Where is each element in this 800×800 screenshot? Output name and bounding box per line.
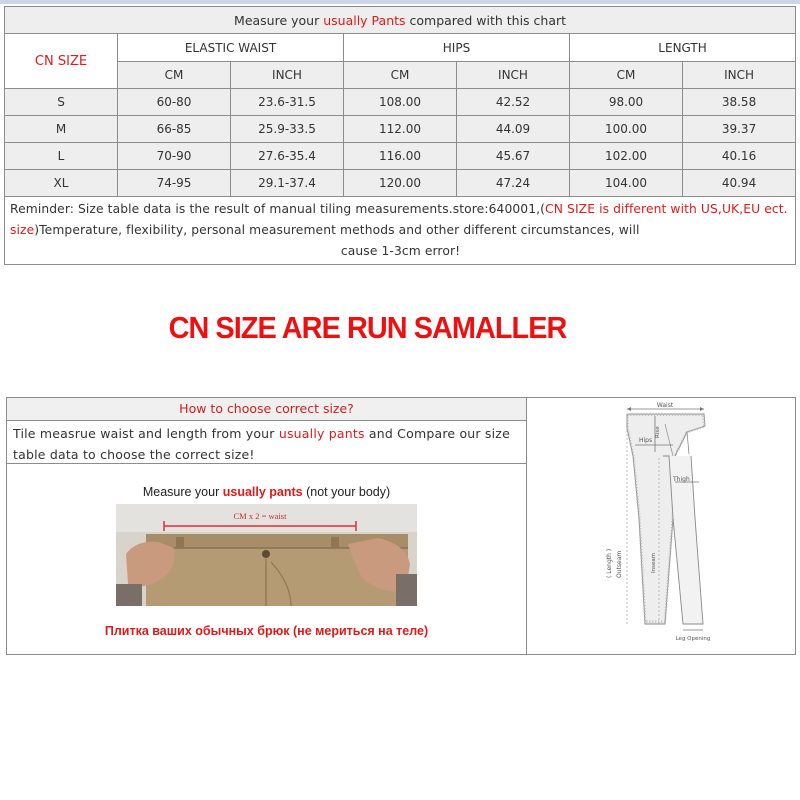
size-cell: M [5,116,118,143]
pants-photo-illustration [116,504,417,606]
cn-size-header: CN SIZE [5,34,118,89]
table-cell: 112.00 [344,116,457,143]
caption-text: Measure your [234,12,324,28]
table-cell: 120.00 [344,170,457,197]
reminder-text: Reminder: Size table data is the result of manual tiling measurements.store:640001,( [10,202,546,216]
inseam-label: Inseam [651,552,657,573]
table-row [5,116,796,143]
table-row [5,170,796,197]
table-cell: 38.58 [683,89,796,116]
table-cell: 23.6-31.5 [231,89,344,116]
reminder-text-2: )Temperature, flexibility, personal measurement methods and other different circumstances, will [34,223,640,237]
caption-text-end: compared with this chart [405,12,567,28]
hips-label: Hips [639,437,653,444]
pants-diagram-panel [527,398,795,654]
measure-caption [7,485,526,499]
table-cell: 42.52 [457,89,570,116]
guide-text-part: Tile measrue waist and length from your [13,426,279,441]
table-cell: 29.1-37.4 [231,170,344,197]
elastic-waist-header: ELASTIC WAIST [118,34,344,62]
table-cell: 27.6-35.4 [231,143,344,170]
table-cell: 116.00 [344,143,457,170]
size-guide-panel [6,397,796,655]
table-cell: 25.9-33.5 [231,116,344,143]
guide-text [7,421,526,464]
reminder-note [5,197,796,265]
top-border [0,0,800,4]
table-cell: 45.67 [457,143,570,170]
unit-header: CM [570,62,683,89]
table-cell: 70-90 [118,143,231,170]
guide-text-highlight: usually pants [278,426,365,441]
pants-measure-photo [116,504,417,606]
reminder-highlight: CN SIZE is different with US,UK,EU ect. size [10,202,788,237]
caption-highlight: usually Pants [323,12,406,28]
table-cell: 39.37 [683,116,796,143]
size-cell: L [5,143,118,170]
unit-header: CM [118,62,231,89]
hips-header: HIPS [344,34,570,62]
outseam-label: Outseam [616,550,623,578]
photo-label: CM x 2 = waist [233,511,287,521]
thigh-label: Thigh [673,476,690,483]
table-caption [5,7,796,34]
unit-header: INCH [231,62,344,89]
table-cell: 102.00 [570,143,683,170]
size-chart-table [4,6,796,265]
russian-caption: Плитка ваших обычных брюк (не мериться на теле) [104,624,429,638]
table-cell: 60-80 [118,89,231,116]
leg-opening-label: Leg Opening [675,636,711,642]
table-cell: 44.09 [457,116,570,143]
guide-title: How to choose correct size? [7,398,526,421]
table-cell: 40.94 [683,170,796,197]
size-cell: XL [5,170,118,197]
table-cell: 108.00 [344,89,457,116]
table-cell: 104.00 [570,170,683,197]
pants-measurement-diagram [527,398,795,654]
measure-caption-end: (not your body) [302,485,391,499]
table-cell: 66-85 [118,116,231,143]
table-row [5,143,796,170]
measure-caption-text: Measure your [142,485,223,499]
table-cell: 47.24 [457,170,570,197]
measure-caption-highlight: usually pants [222,485,303,499]
reminder-text-3: cause 1-3cm error! [340,244,461,258]
table-cell: 40.16 [683,143,796,170]
size-cell: S [5,89,118,116]
unit-header: INCH [683,62,796,89]
table-cell: 98.00 [570,89,683,116]
waist-label: Waist [656,402,674,409]
length-label: ( Length ) [606,548,613,578]
run-small-headline: CN SIZE ARE RUN SAMALLER [168,310,567,345]
rise-label: Rise [655,426,661,438]
guide-text-part-2: and Compare our size table data to choose the correct size! [13,426,510,462]
unit-header: INCH [457,62,570,89]
unit-header: CM [344,62,457,89]
table-cell: 100.00 [570,116,683,143]
length-header: LENGTH [570,34,796,62]
table-row [5,89,796,116]
table-cell: 74-95 [118,170,231,197]
